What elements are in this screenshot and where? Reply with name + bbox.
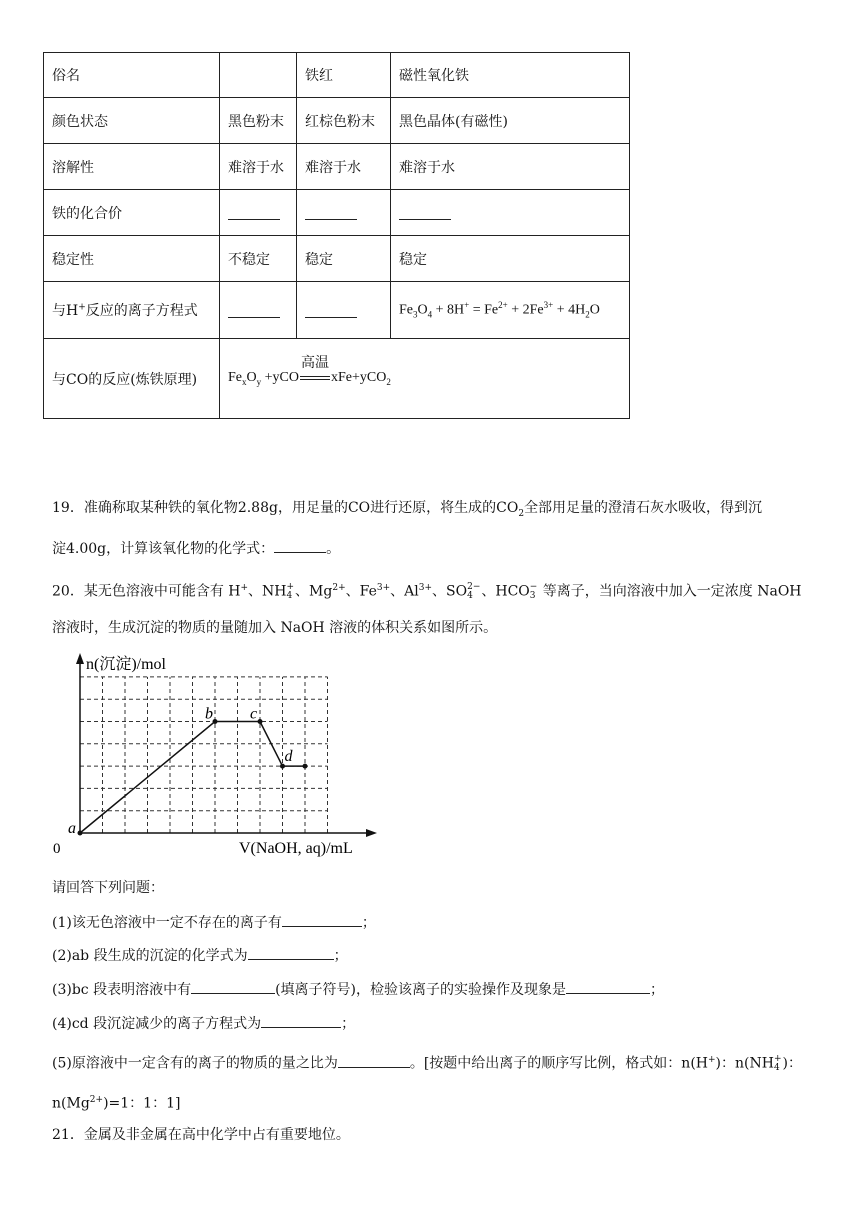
cell-stability-label: 稳定性	[44, 236, 220, 282]
q19-line1: 19．准确称取某种铁的氧化物2.88g，用足量的CO进行还原，将生成的$CO_2$全部用足量的澄清石灰水吸收，得到沉	[52, 500, 763, 519]
blank-fe2o3-acid[interactable]	[297, 282, 391, 339]
data-point	[258, 719, 263, 724]
q21-line: 21．金属及非金属在高中化学中占有重要地位。	[52, 1127, 350, 1143]
origin-label: 0	[53, 841, 61, 857]
cell-fe2o3-name: 铁红	[297, 53, 391, 98]
q20-sub4: (4)cd 段沉淀减少的离子方程式为 ；	[52, 1013, 355, 1034]
data-point	[78, 831, 83, 836]
cell-co-reaction-label: 与CO的反应(炼铁原理)	[44, 339, 220, 419]
q20-line1: 20．某无色溶液中可能含有 H+、NH + 4 、$Mg^{2+}$、$Fe^{3+}$、$Al^{3+}$、SO 2− 4 、HCO − 3 等离子，当向溶液中加入一定浓度 NaOH	[52, 581, 802, 601]
q20-sub5-blank[interactable]	[338, 1053, 410, 1068]
cell-fe3o4-solubility: 难溶于水	[391, 144, 630, 190]
cell-common-name: 俗名	[44, 53, 220, 98]
q20-sub5-line2: $n(Mg^{2+})=1$：1：1]	[52, 1095, 181, 1112]
cell-fe2o3-color: 红棕色粉末	[297, 98, 391, 144]
y-axis-arrow	[76, 653, 84, 664]
cell-feo-stability: 不稳定	[220, 236, 297, 282]
q20-sub2-blank[interactable]	[248, 945, 334, 960]
y-axis-label: n(沉淀)/mol	[86, 656, 166, 673]
point-label-a: a	[68, 820, 76, 837]
q20-sub3-blank1[interactable]	[191, 979, 275, 994]
q20-sub3: (3)bc 段表明溶液中有 (填离子符号)，检验该离子的实验操作及现象是 ；	[52, 979, 664, 1000]
q19-line2: 淀4.00g，计算该氧化物的化学式： 。	[52, 538, 340, 559]
q20-sub4-blank[interactable]	[261, 1013, 341, 1028]
cell-color-label: 颜色状态	[44, 98, 220, 144]
cell-fe2o3-stability: 稳定	[297, 236, 391, 282]
blank-feo-acid[interactable]	[220, 282, 297, 339]
cell-fe3o4-color: 黑色晶体(有磁性)	[391, 98, 630, 144]
iron-oxide-table	[43, 52, 630, 419]
cell-solubility-label: 溶解性	[44, 144, 220, 190]
q20-sub1: (1)该无色溶液中一定不存在的离子有 ；	[52, 912, 376, 933]
q20-sub2: (2)ab 段生成的沉淀的化学式为 ；	[52, 945, 348, 966]
data-point	[303, 764, 308, 769]
x-axis-label: V(NaOH, aq)/mL	[239, 840, 353, 857]
cell-feo-color: 黑色粉末	[220, 98, 297, 144]
q19-blank[interactable]	[274, 538, 326, 553]
x-axis-arrow	[366, 829, 377, 837]
point-label-d: d	[284, 748, 293, 766]
point-label-c: c	[250, 705, 258, 723]
blank-fe3o4-valence[interactable]	[391, 190, 630, 236]
cell-acid-reaction-label: 与H+反应的离子方程式	[44, 282, 220, 339]
q20-sub3-blank2[interactable]	[566, 979, 650, 994]
data-point	[213, 719, 218, 724]
cell-feo-name	[220, 53, 297, 98]
cell-valence-label: 铁的化合价	[44, 190, 220, 236]
cell-fe3o4-stability: 稳定	[391, 236, 630, 282]
co-reduction-equation: $Fe_xO_y +yCO$ 高温 xFe+yCO$_2$	[220, 339, 630, 419]
precipitate-graph	[40, 650, 380, 860]
point-label-b: b	[205, 705, 213, 723]
q20-prompt: 请回答下列问题：	[52, 880, 164, 896]
cell-feo-solubility: 难溶于水	[220, 144, 297, 190]
cell-fe2o3-solubility: 难溶于水	[297, 144, 391, 190]
cell-fe3o4-name: 磁性氧化铁	[391, 53, 630, 98]
q20-sub5: (5)原溶液中一定含有的离子的物质的量之比为 。[按题中给出离子的顺序写比例，格式如：n(H+)：n(NH + 4 )：	[52, 1053, 802, 1073]
blank-feo-valence[interactable]	[220, 190, 297, 236]
fe3o4-acid-equation: $Fe_3O_4 + 8H^+ = Fe^{2+} + 2Fe^{3+} + 4H_2O$	[391, 282, 630, 339]
q20-sub1-blank[interactable]	[282, 912, 362, 927]
q20-line2: 溶液时，生成沉淀的物质的量随加入 NaOH 溶液的体积关系如图所示。	[52, 620, 498, 636]
blank-fe2o3-valence[interactable]	[297, 190, 391, 236]
